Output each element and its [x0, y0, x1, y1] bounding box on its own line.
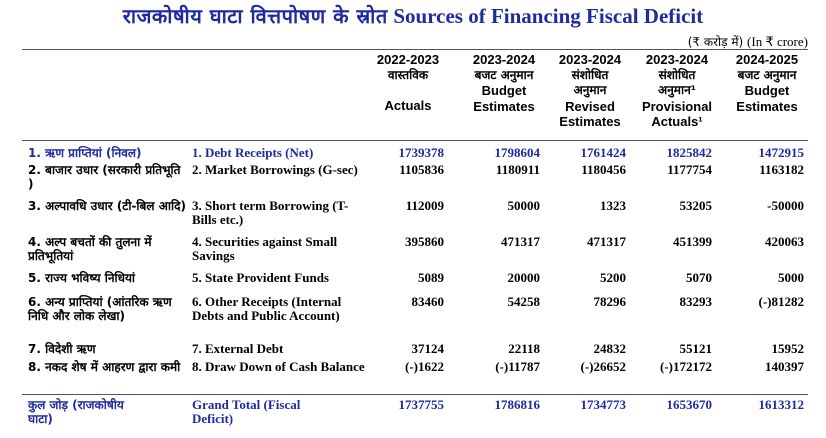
col-4-hindi: संशोधित अनुमान¹: [657, 67, 697, 97]
col-header-3: [550, 52, 630, 130]
value-cell: 53205: [679, 198, 712, 213]
unit-english: (In ₹ crore): [747, 34, 808, 49]
value-cell: 5070: [686, 270, 712, 285]
col-header-5: [724, 52, 810, 114]
value-cell: 1734773: [580, 397, 626, 412]
value-cell: 112009: [405, 198, 444, 213]
value-cell: 5200: [600, 270, 626, 285]
col-header-4: [634, 52, 720, 130]
divider-top: [22, 49, 808, 50]
row-label-hindi: 5. राज्य भविष्य निधियां: [28, 271, 136, 285]
col-1-year: 2022-2023: [376, 52, 440, 67]
value-cell: 1653670: [666, 397, 712, 412]
value-cell: 1472915: [758, 145, 804, 160]
value-cell: 5000: [778, 270, 804, 285]
row-label-hindi: कुल जोड़ (राजकोषीय घाटा): [28, 398, 124, 426]
value-cell: 37124: [411, 341, 444, 356]
row-label-hindi: 2. बाजार उधार (सरकारी प्रतिभूति ): [28, 163, 181, 191]
row-label-hindi: 6. अन्य प्राप्तियां (आंतरिक ऋण निधि और लोक लेखा): [28, 295, 172, 323]
value-cell: 451399: [673, 234, 712, 249]
row-label-hindi: 1. ऋण प्राप्तियां (निवल): [28, 146, 142, 160]
value-cell: 420063: [765, 234, 804, 249]
col-1-english: Actuals: [384, 98, 432, 113]
value-cell: (-)81282: [758, 294, 804, 309]
row-label-hindi: 4. अल्प बचतों की तुलना में प्रतिभूतियां: [28, 235, 152, 263]
value-cell: 5089: [418, 270, 444, 285]
value-cell: 83293: [679, 294, 712, 309]
row-label-english: 8. Draw Down of Cash Balance: [192, 359, 365, 374]
value-cell: 20000: [507, 270, 540, 285]
value-cell: 1163182: [759, 162, 804, 177]
divider-total: [22, 394, 808, 395]
value-cell: 24832: [593, 341, 626, 356]
value-cell: 1323: [600, 198, 626, 213]
unit-note: [688, 33, 808, 50]
value-cell: 54258: [507, 294, 540, 309]
value-cell: 1177754: [667, 162, 712, 177]
row-label-english: 7. External Debt: [192, 341, 284, 356]
value-cell: 395860: [405, 234, 444, 249]
value-cell: 140397: [765, 359, 804, 374]
value-cell: 471317: [501, 234, 540, 249]
col-4-english: Provisional Actuals¹: [641, 98, 713, 129]
col-4-year: 2023-2024: [645, 52, 709, 67]
value-cell: 22118: [508, 341, 540, 356]
value-cell: 55121: [679, 341, 712, 356]
value-cell: 1825842: [666, 145, 712, 160]
row-label-english: 6. Other Receipts (Internal Debts and Public Account): [192, 294, 342, 323]
title-english: Sources of Financing Fiscal Deficit: [393, 4, 704, 28]
col-1-hindi: वास्तविक: [387, 67, 429, 82]
value-cell: 1786816: [494, 397, 540, 412]
value-cell: -50000: [767, 198, 804, 213]
col-5-year: 2024-2025: [735, 52, 799, 67]
row-label-hindi: 7. विदेशी ऋण: [28, 342, 96, 356]
unit-hindi: (₹ करोड़ में): [687, 35, 744, 49]
row-label-english: 3. Short term Borrowing (T-Bills etc.): [192, 198, 349, 227]
value-cell: 471317: [587, 234, 626, 249]
col-header-1: [364, 52, 452, 114]
row-label-hindi: 8. नकद शेष में आहरण द्वारा कमी: [28, 360, 181, 374]
row-label-english: 5. State Provident Funds: [192, 270, 329, 285]
col-header-2: [462, 52, 546, 114]
divider-header: [22, 140, 808, 141]
value-cell: 1613312: [758, 397, 804, 412]
value-cell: 1798604: [494, 145, 540, 160]
col-5-hindi: बजट अनुमान: [737, 67, 797, 82]
row-label-english: Grand Total (Fiscal Deficit): [192, 397, 301, 426]
col-2-year: 2023-2024: [472, 52, 536, 67]
value-cell: (-)172172: [660, 359, 712, 374]
value-cell: (-)26652: [580, 359, 626, 374]
value-cell: (-)11787: [495, 359, 540, 374]
row-label-english: 2. Market Borrowings (G-sec): [192, 162, 358, 177]
value-cell: 83460: [411, 294, 444, 309]
value-cell: 78296: [593, 294, 626, 309]
title-hindi: राजकोषीय घाटा वित्तपोषण के स्रोत: [122, 4, 388, 28]
value-cell: 1105836: [399, 162, 444, 177]
col-3-year: 2023-2024: [558, 52, 622, 67]
value-cell: 50000: [507, 198, 540, 213]
col-3-hindi: संशोधित अनुमान: [571, 67, 609, 97]
value-cell: 1180456: [581, 162, 626, 177]
row-label-english: 4. Securities against Small Savings: [192, 234, 338, 263]
value-cell: 15952: [771, 341, 804, 356]
col-5-english: Budget Estimates: [736, 83, 798, 114]
value-cell: 1180911: [495, 162, 540, 177]
page-title: [0, 2, 826, 29]
col-2-english: Budget Estimates: [473, 83, 535, 114]
value-cell: 1737755: [398, 397, 444, 412]
value-cell: 1739378: [398, 145, 444, 160]
row-label-hindi: 3. अल्पावधि उधार (टी-बिल आदि): [28, 199, 186, 213]
value-cell: (-)1622: [405, 359, 444, 374]
col-3-english: Revised Estimates: [559, 98, 621, 129]
col-2-hindi: बजट अनुमान: [474, 67, 534, 82]
value-cell: 1761424: [580, 145, 626, 160]
row-label-english: 1. Debt Receipts (Net): [192, 145, 314, 160]
